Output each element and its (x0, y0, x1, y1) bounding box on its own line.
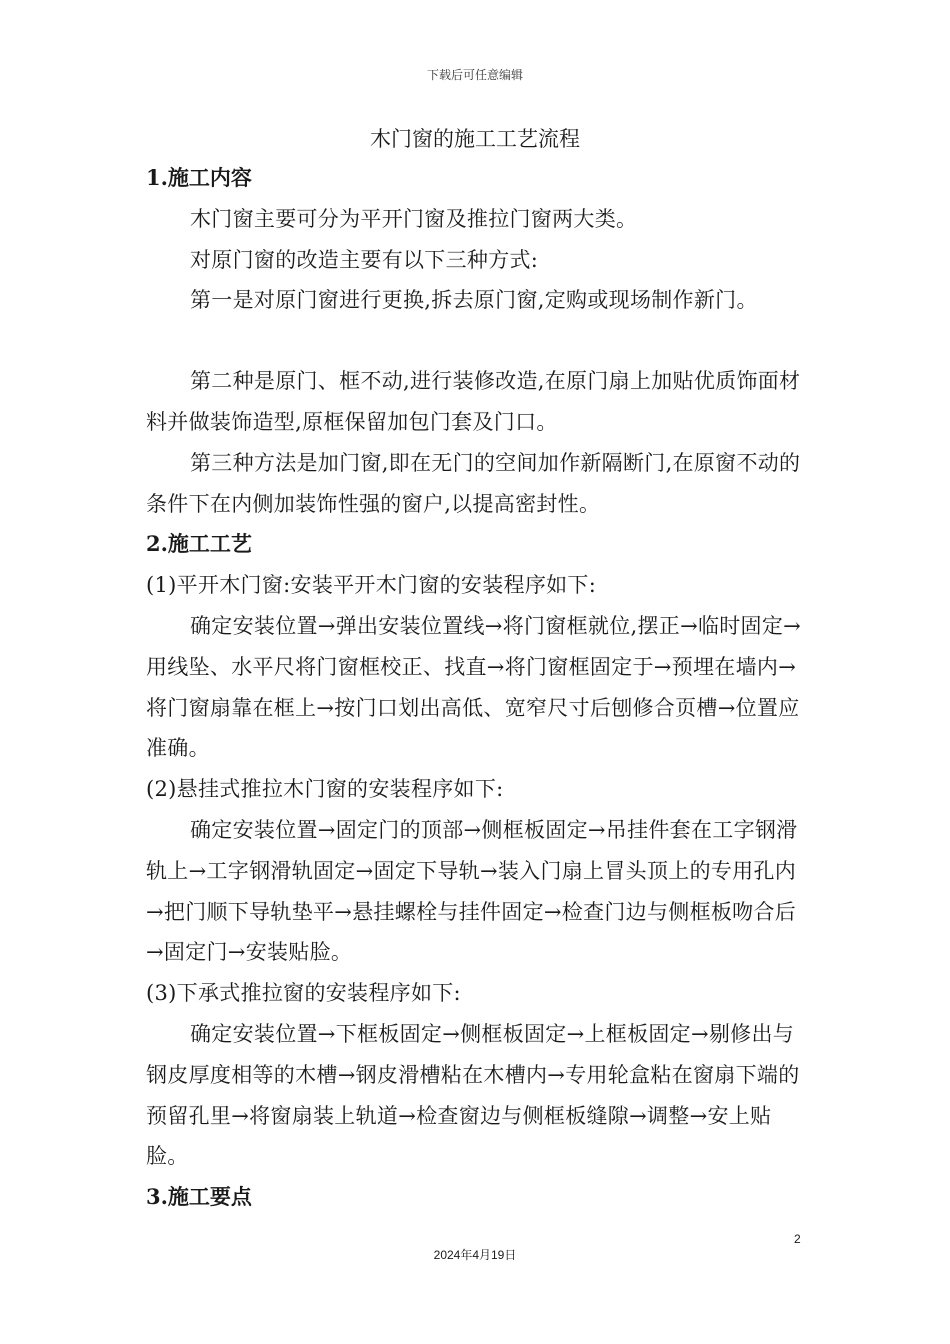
section-heading-2: 2.施工工艺 (146, 531, 252, 557)
paragraph: 确定安装位置→固定门的顶部→侧框板固定→吊挂件套在工字钢滑轨上→工字钢滑轨固定→固定下导轨→装入门扇上冒头顶上的专用孔内→把门顺下导轨垫平→悬挂螺栓与挂件固定→检查门边与侧框板吻合后→固定门→安装贴脸。 (146, 817, 798, 965)
paragraph: 确定安装位置→下框板固定→侧框板固定→上框板固定→剔修出与钢皮厚度相等的木槽→钢皮滑槽粘在木槽内→专用轮盒粘在窗扇下端的预留孔里→将窗扇装上轨道→检查窗边与侧框板缝隙→调整→安上贴脸。 (146, 1021, 800, 1169)
document-title: 木门窗的施工工艺流程 (370, 127, 580, 151)
paragraph: 第二种是原门、框不动,进行装修改造,在原门扇上加贴优质饰面材料并做装饰造型,原框保留加包门套及门口。 (146, 369, 801, 434)
paragraph: 确定安装位置→弹出安装位置线→将门窗框就位,摆正→临时固定→用线坠、水平尺将门窗框校正、找直→将门窗框固定于→预埋在墙内→将门窗扇靠在框上→按门口划出高低、宽窄尺寸后刨修合页槽→位置应准确。 (146, 613, 802, 761)
blank-line (146, 321, 808, 361)
section-heading-3: 3.施工要点 (146, 1184, 252, 1210)
section-heading-1: 1.施工内容 (146, 165, 252, 190)
page-header: 下载后可任意编辑 (426, 68, 523, 82)
paragraph: 对原门窗的改造主要有以下三种方式: (190, 247, 539, 272)
document-body (146, 158, 808, 1218)
footer-date: 2024年4月19日 (433, 1248, 517, 1262)
paragraph: 木门窗主要可分为平开门窗及推拉门窗两大类。 (190, 206, 638, 231)
paragraph: 第一是对原门窗进行更换,拆去原门窗,定购或现场制作新门。 (190, 288, 758, 313)
page-number: 2 (794, 1232, 801, 1246)
subheading: (2)悬挂式推拉木门窗的安装程序如下: (146, 777, 504, 802)
subheading: (3)下承式推拉窗的安装程序如下: (146, 981, 461, 1006)
paragraph: 第三种方法是加门窗,即在无门的空间加作新隔断门,在原窗不动的条件下在内侧加装饰性强的窗户,以提高密封性。 (146, 450, 801, 516)
subheading: (1)平开木门窗:安装平开木门窗的安装程序如下: (146, 573, 597, 598)
